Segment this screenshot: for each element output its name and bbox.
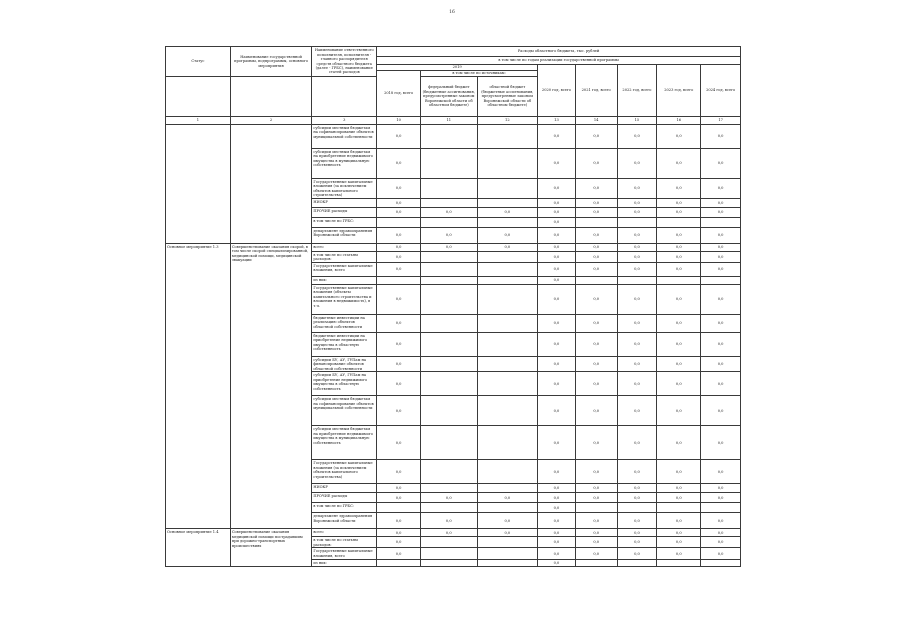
row-expense-item: субсидии местным бюджетам на софинансирование объектов муниципальной собственности bbox=[312, 396, 377, 426]
value-cell: 0,0 bbox=[657, 426, 701, 460]
row-expense-item: департамент здравоохранения Воронежской области bbox=[312, 513, 377, 529]
value-cell: 0,0 bbox=[538, 179, 576, 199]
row-program-name bbox=[230, 125, 312, 244]
value-cell: 0,0 bbox=[377, 314, 421, 332]
row-expense-item: Государственные капитальные вложения (объекты капитального строительства и вложения в недвижимость), в т.ч. bbox=[312, 284, 377, 314]
value-cell bbox=[477, 537, 538, 548]
value-cell bbox=[421, 252, 477, 263]
row-expense-item: бюджетные инвестиции на приобретение недвижимого имущества в областную собственность bbox=[312, 332, 377, 356]
value-cell: 0,0 bbox=[538, 460, 576, 484]
header-2024: 2024 год, всего bbox=[701, 65, 741, 117]
column-number: 14 bbox=[575, 117, 617, 125]
value-cell bbox=[701, 560, 741, 567]
value-cell bbox=[421, 332, 477, 356]
row-expense-item: из них: bbox=[312, 276, 377, 284]
value-cell bbox=[421, 503, 477, 513]
value-cell bbox=[617, 218, 657, 228]
value-cell: 0,0 bbox=[701, 252, 741, 263]
value-cell: 0,0 bbox=[377, 252, 421, 263]
value-cell bbox=[421, 372, 477, 396]
value-cell: 0,0 bbox=[657, 332, 701, 356]
value-cell: 0,0 bbox=[575, 284, 617, 314]
value-cell: 0,0 bbox=[421, 513, 477, 529]
header-2019-federal: федеральный бюджет (бюджетные ассигнования, предусмотренные законом Воронежской области об областном бюджете) bbox=[421, 77, 477, 117]
value-cell: 0,0 bbox=[377, 513, 421, 529]
value-cell: 0,0 bbox=[657, 529, 701, 537]
value-cell: 0,0 bbox=[617, 484, 657, 493]
value-cell: 0,0 bbox=[377, 493, 421, 503]
row-program-name: Совершенствование оказания медицинской помощи пострадавшим при дорожно-транспортных происшествиях bbox=[230, 529, 312, 567]
value-cell bbox=[421, 179, 477, 199]
value-cell: 0,0 bbox=[538, 426, 576, 460]
header-2021: 2021 год, всего bbox=[575, 65, 617, 117]
row-expense-item: субсидии местным бюджетам на приобретение недвижимого имущества в муниципальную собственность bbox=[312, 149, 377, 179]
value-cell: 0,0 bbox=[617, 125, 657, 149]
header-program-name: Наименование государственной программы, подпрограммы, основного мероприятия bbox=[230, 47, 312, 77]
row-expense-item: ПРОЧИЕ расходы bbox=[312, 493, 377, 503]
value-cell: 0,0 bbox=[617, 356, 657, 371]
value-cell: 0,0 bbox=[377, 228, 421, 244]
header-expenses-title: Расходы областного бюджета, тыс. рублей bbox=[377, 47, 741, 57]
value-cell: 0,0 bbox=[377, 356, 421, 371]
table-row bbox=[166, 125, 741, 149]
value-cell: 0,0 bbox=[657, 460, 701, 484]
row-expense-item: в том числе по ГРБС: bbox=[312, 218, 377, 228]
row-expense-item: субсидии местным бюджетам на приобретение недвижимого имущества в муниципальную собственность bbox=[312, 426, 377, 460]
value-cell: 0,0 bbox=[575, 262, 617, 276]
page-number: 16 bbox=[449, 10, 455, 15]
value-cell: 0,0 bbox=[617, 548, 657, 560]
value-cell bbox=[477, 262, 538, 276]
value-cell bbox=[657, 503, 701, 513]
value-cell: 0,0 bbox=[657, 208, 701, 218]
value-cell bbox=[421, 548, 477, 560]
value-cell: 0,0 bbox=[701, 208, 741, 218]
header-executor: Наименование ответственного исполнителя, исполнителя - главного распорядителя средств областного бюджета (далее - ГРБС), наименование статей расходов bbox=[312, 47, 377, 77]
value-cell: 0,0 bbox=[701, 244, 741, 252]
value-cell bbox=[657, 218, 701, 228]
header-2022: 2022 год, всего bbox=[617, 65, 657, 117]
value-cell: 0,0 bbox=[575, 208, 617, 218]
value-cell: 0,0 bbox=[538, 493, 576, 503]
value-cell bbox=[421, 537, 477, 548]
row-expense-item: всего bbox=[312, 244, 377, 252]
value-cell: 0,0 bbox=[575, 356, 617, 371]
value-cell: 0,0 bbox=[377, 284, 421, 314]
row-expense-item: Государственные капитальные вложения, всего bbox=[312, 262, 377, 276]
value-cell: 0,0 bbox=[477, 529, 538, 537]
value-cell bbox=[477, 218, 538, 228]
value-cell: 0,0 bbox=[617, 314, 657, 332]
row-expense-item: субсидии БУ, АУ, ГУПам на финансирование объектов областной собственности bbox=[312, 356, 377, 371]
value-cell bbox=[421, 276, 477, 284]
value-cell: 0,0 bbox=[377, 426, 421, 460]
value-cell: 0,0 bbox=[575, 244, 617, 252]
value-cell bbox=[477, 314, 538, 332]
value-cell: 0,0 bbox=[701, 537, 741, 548]
value-cell: 0,0 bbox=[575, 548, 617, 560]
value-cell: 0,0 bbox=[575, 125, 617, 149]
value-cell: 0,0 bbox=[538, 537, 576, 548]
value-cell: 0,0 bbox=[657, 493, 701, 503]
value-cell: 0,0 bbox=[421, 228, 477, 244]
value-cell: 0,0 bbox=[575, 179, 617, 199]
value-cell bbox=[421, 560, 477, 567]
value-cell: 0,0 bbox=[421, 208, 477, 218]
value-cell: 0,0 bbox=[617, 537, 657, 548]
header-program-note: в том числе по годам реализации государственной программы bbox=[377, 57, 741, 65]
value-cell bbox=[575, 218, 617, 228]
value-cell: 0,0 bbox=[575, 537, 617, 548]
value-cell: 0,0 bbox=[377, 125, 421, 149]
value-cell: 0,0 bbox=[538, 284, 576, 314]
value-cell bbox=[477, 560, 538, 567]
value-cell bbox=[421, 149, 477, 179]
value-cell: 0,0 bbox=[538, 513, 576, 529]
value-cell: 0,0 bbox=[575, 372, 617, 396]
value-cell: 0,0 bbox=[538, 484, 576, 493]
value-cell: 0,0 bbox=[701, 149, 741, 179]
value-cell: 0,0 bbox=[657, 252, 701, 263]
value-cell bbox=[377, 503, 421, 513]
header-2020: 2020 год, всего bbox=[538, 65, 576, 117]
value-cell: 0,0 bbox=[701, 548, 741, 560]
value-cell: 0,0 bbox=[657, 372, 701, 396]
value-cell bbox=[421, 125, 477, 149]
table-row bbox=[166, 244, 741, 252]
value-cell: 0,0 bbox=[617, 396, 657, 426]
value-cell: 0,0 bbox=[538, 199, 576, 208]
value-cell: 0,0 bbox=[657, 125, 701, 149]
value-cell: 0,0 bbox=[477, 244, 538, 252]
value-cell: 0,0 bbox=[538, 218, 576, 228]
value-cell: 0,0 bbox=[575, 228, 617, 244]
value-cell: 0,0 bbox=[701, 529, 741, 537]
row-expense-item: ПРОЧИЕ расходы bbox=[312, 208, 377, 218]
row-program-name: Совершенствование оказания скорой, в том числе скорой специализированной, медицинской помощи, медицинской эвакуации bbox=[230, 244, 312, 529]
value-cell: 0,0 bbox=[421, 493, 477, 503]
value-cell bbox=[477, 484, 538, 493]
value-cell bbox=[477, 548, 538, 560]
value-cell: 0,0 bbox=[377, 529, 421, 537]
value-cell: 0,0 bbox=[701, 228, 741, 244]
column-number: 2 bbox=[230, 117, 312, 125]
column-number: 11 bbox=[421, 117, 477, 125]
value-cell: 0,0 bbox=[617, 529, 657, 537]
row-expense-item: субсидии местным бюджетам на софинансирование объектов муниципальной собственности bbox=[312, 125, 377, 149]
value-cell: 0,0 bbox=[538, 548, 576, 560]
value-cell bbox=[477, 179, 538, 199]
value-cell: 0,0 bbox=[575, 199, 617, 208]
value-cell: 0,0 bbox=[575, 252, 617, 263]
value-cell: 0,0 bbox=[657, 484, 701, 493]
value-cell: 0,0 bbox=[657, 149, 701, 179]
value-cell: 0,0 bbox=[701, 396, 741, 426]
value-cell: 0,0 bbox=[617, 513, 657, 529]
value-cell: 0,0 bbox=[701, 493, 741, 503]
value-cell: 0,0 bbox=[538, 262, 576, 276]
value-cell bbox=[657, 276, 701, 284]
row-status: Основное мероприятие 1.4 bbox=[166, 529, 231, 567]
value-cell: 0,0 bbox=[575, 513, 617, 529]
value-cell bbox=[617, 276, 657, 284]
column-number: 12 bbox=[477, 117, 538, 125]
value-cell: 0,0 bbox=[377, 396, 421, 426]
value-cell bbox=[477, 372, 538, 396]
value-cell bbox=[377, 560, 421, 567]
value-cell: 0,0 bbox=[377, 484, 421, 493]
value-cell: 0,0 bbox=[538, 529, 576, 537]
header-year-2019: 2019 bbox=[377, 65, 538, 71]
value-cell: 0,0 bbox=[538, 276, 576, 284]
value-cell bbox=[421, 284, 477, 314]
row-expense-item: в том числе по ГРБС: bbox=[312, 503, 377, 513]
value-cell: 0,0 bbox=[538, 252, 576, 263]
value-cell: 0,0 bbox=[538, 560, 576, 567]
header-status: Статус bbox=[166, 47, 231, 77]
column-number-row bbox=[166, 117, 741, 125]
column-number: 15 bbox=[617, 117, 657, 125]
column-number: 1 bbox=[166, 117, 231, 125]
value-cell: 0,0 bbox=[538, 503, 576, 513]
value-cell: 0,0 bbox=[657, 284, 701, 314]
value-cell bbox=[421, 460, 477, 484]
value-cell: 0,0 bbox=[575, 396, 617, 426]
column-number: 16 bbox=[657, 117, 701, 125]
row-expense-item: всего bbox=[312, 529, 377, 537]
value-cell: 0,0 bbox=[575, 332, 617, 356]
value-cell: 0,0 bbox=[617, 426, 657, 460]
value-cell: 0,0 bbox=[377, 199, 421, 208]
header-including: в том числе по источникам: bbox=[421, 71, 538, 77]
value-cell: 0,0 bbox=[538, 149, 576, 179]
value-cell bbox=[575, 503, 617, 513]
row-expense-item: департамент здравоохранения Воронежской области bbox=[312, 228, 377, 244]
value-cell bbox=[477, 199, 538, 208]
value-cell bbox=[477, 125, 538, 149]
value-cell: 0,0 bbox=[701, 179, 741, 199]
value-cell: 0,0 bbox=[477, 228, 538, 244]
value-cell: 0,0 bbox=[538, 228, 576, 244]
value-cell bbox=[617, 560, 657, 567]
value-cell: 0,0 bbox=[538, 208, 576, 218]
value-cell bbox=[657, 560, 701, 567]
value-cell: 0,0 bbox=[575, 529, 617, 537]
value-cell: 0,0 bbox=[477, 493, 538, 503]
value-cell: 0,0 bbox=[657, 228, 701, 244]
value-cell bbox=[421, 218, 477, 228]
value-cell: 0,0 bbox=[701, 125, 741, 149]
value-cell: 0,0 bbox=[657, 537, 701, 548]
value-cell bbox=[477, 284, 538, 314]
value-cell: 0,0 bbox=[701, 314, 741, 332]
value-cell: 0,0 bbox=[617, 199, 657, 208]
value-cell: 0,0 bbox=[701, 284, 741, 314]
table-row bbox=[166, 529, 741, 537]
value-cell: 0,0 bbox=[657, 548, 701, 560]
row-status: Основное мероприятие 1.3 bbox=[166, 244, 231, 529]
value-cell bbox=[421, 356, 477, 371]
value-cell: 0,0 bbox=[575, 484, 617, 493]
value-cell: 0,0 bbox=[617, 460, 657, 484]
value-cell: 0,0 bbox=[575, 460, 617, 484]
value-cell: 0,0 bbox=[657, 179, 701, 199]
row-expense-item: из них: bbox=[312, 560, 377, 567]
value-cell: 0,0 bbox=[701, 199, 741, 208]
row-expense-item: НИОКР bbox=[312, 484, 377, 493]
value-cell: 0,0 bbox=[657, 199, 701, 208]
value-cell bbox=[575, 560, 617, 567]
value-cell: 0,0 bbox=[575, 314, 617, 332]
row-expense-item: в том числе по статьям расходов: bbox=[312, 252, 377, 263]
value-cell: 0,0 bbox=[575, 426, 617, 460]
value-cell: 0,0 bbox=[617, 244, 657, 252]
row-expense-item: бюджетные инвестиции на реализацию объектов областной собственности bbox=[312, 314, 377, 332]
value-cell bbox=[421, 314, 477, 332]
value-cell: 0,0 bbox=[657, 314, 701, 332]
value-cell: 0,0 bbox=[377, 372, 421, 396]
value-cell: 0,0 bbox=[701, 332, 741, 356]
value-cell: 0,0 bbox=[377, 262, 421, 276]
value-cell: 0,0 bbox=[377, 208, 421, 218]
column-number: 10 bbox=[377, 117, 421, 125]
value-cell bbox=[701, 503, 741, 513]
value-cell bbox=[477, 276, 538, 284]
value-cell: 0,0 bbox=[377, 179, 421, 199]
row-expense-item: Государственные капитальные вложения (за исключением объектов капитального строительства) bbox=[312, 179, 377, 199]
value-cell bbox=[477, 149, 538, 179]
value-cell bbox=[421, 262, 477, 276]
value-cell: 0,0 bbox=[538, 314, 576, 332]
value-cell: 0,0 bbox=[538, 244, 576, 252]
value-cell: 0,0 bbox=[538, 372, 576, 396]
value-cell: 0,0 bbox=[617, 149, 657, 179]
value-cell: 0,0 bbox=[617, 493, 657, 503]
value-cell: 0,0 bbox=[421, 244, 477, 252]
value-cell bbox=[477, 396, 538, 426]
value-cell bbox=[421, 396, 477, 426]
header-2023: 2023 год, всего bbox=[657, 65, 701, 117]
row-expense-item: Государственные капитальные вложения, всего bbox=[312, 548, 377, 560]
value-cell: 0,0 bbox=[617, 208, 657, 218]
value-cell: 0,0 bbox=[377, 149, 421, 179]
row-expense-item: в том числе по статьям расходов: bbox=[312, 537, 377, 548]
column-number: 3 bbox=[312, 117, 377, 125]
value-cell: 0,0 bbox=[477, 513, 538, 529]
value-cell: 0,0 bbox=[477, 208, 538, 218]
value-cell bbox=[421, 199, 477, 208]
value-cell: 0,0 bbox=[657, 513, 701, 529]
value-cell bbox=[477, 356, 538, 371]
value-cell: 0,0 bbox=[657, 244, 701, 252]
value-cell bbox=[617, 503, 657, 513]
column-number: 17 bbox=[701, 117, 741, 125]
value-cell: 0,0 bbox=[377, 537, 421, 548]
value-cell bbox=[477, 252, 538, 263]
value-cell: 0,0 bbox=[538, 356, 576, 371]
value-cell: 0,0 bbox=[575, 493, 617, 503]
value-cell bbox=[477, 426, 538, 460]
value-cell: 0,0 bbox=[421, 529, 477, 537]
value-cell: 0,0 bbox=[377, 244, 421, 252]
value-cell bbox=[701, 218, 741, 228]
value-cell: 0,0 bbox=[538, 125, 576, 149]
column-number: 13 bbox=[538, 117, 576, 125]
value-cell bbox=[421, 484, 477, 493]
value-cell: 0,0 bbox=[538, 332, 576, 356]
value-cell bbox=[701, 276, 741, 284]
value-cell: 0,0 bbox=[617, 372, 657, 396]
value-cell: 0,0 bbox=[701, 356, 741, 371]
value-cell: 0,0 bbox=[701, 372, 741, 396]
value-cell bbox=[421, 426, 477, 460]
value-cell: 0,0 bbox=[617, 252, 657, 263]
value-cell: 0,0 bbox=[617, 262, 657, 276]
value-cell: 0,0 bbox=[701, 460, 741, 484]
value-cell: 0,0 bbox=[575, 149, 617, 179]
value-cell: 0,0 bbox=[617, 332, 657, 356]
value-cell: 0,0 bbox=[377, 332, 421, 356]
header-2019-regional: областной бюджет (бюджетные ассигнования, предусмотренные законом Воронежской области об областном бюджете) bbox=[477, 77, 538, 117]
value-cell: 0,0 bbox=[657, 396, 701, 426]
value-cell bbox=[377, 276, 421, 284]
budget-table bbox=[165, 46, 741, 567]
value-cell: 0,0 bbox=[617, 228, 657, 244]
value-cell: 0,0 bbox=[701, 513, 741, 529]
value-cell: 0,0 bbox=[701, 484, 741, 493]
row-expense-item: НИОКР bbox=[312, 199, 377, 208]
row-expense-item: Государственные капитальные вложения (за исключением объектов капитального строительства) bbox=[312, 460, 377, 484]
value-cell: 0,0 bbox=[377, 460, 421, 484]
value-cell: 0,0 bbox=[701, 262, 741, 276]
value-cell: 0,0 bbox=[377, 548, 421, 560]
value-cell bbox=[477, 460, 538, 484]
value-cell bbox=[377, 218, 421, 228]
header-2018: 2018 год, всего bbox=[377, 71, 421, 117]
value-cell: 0,0 bbox=[617, 179, 657, 199]
value-cell: 0,0 bbox=[538, 396, 576, 426]
value-cell: 0,0 bbox=[657, 356, 701, 371]
value-cell: 0,0 bbox=[701, 426, 741, 460]
row-status bbox=[166, 125, 231, 244]
value-cell: 0,0 bbox=[617, 284, 657, 314]
value-cell bbox=[575, 276, 617, 284]
value-cell bbox=[477, 503, 538, 513]
value-cell bbox=[477, 332, 538, 356]
row-expense-item: субсидии БУ, АУ, ГУПам на приобретение недвижимого имущества в областную собственность bbox=[312, 372, 377, 396]
value-cell: 0,0 bbox=[657, 262, 701, 276]
